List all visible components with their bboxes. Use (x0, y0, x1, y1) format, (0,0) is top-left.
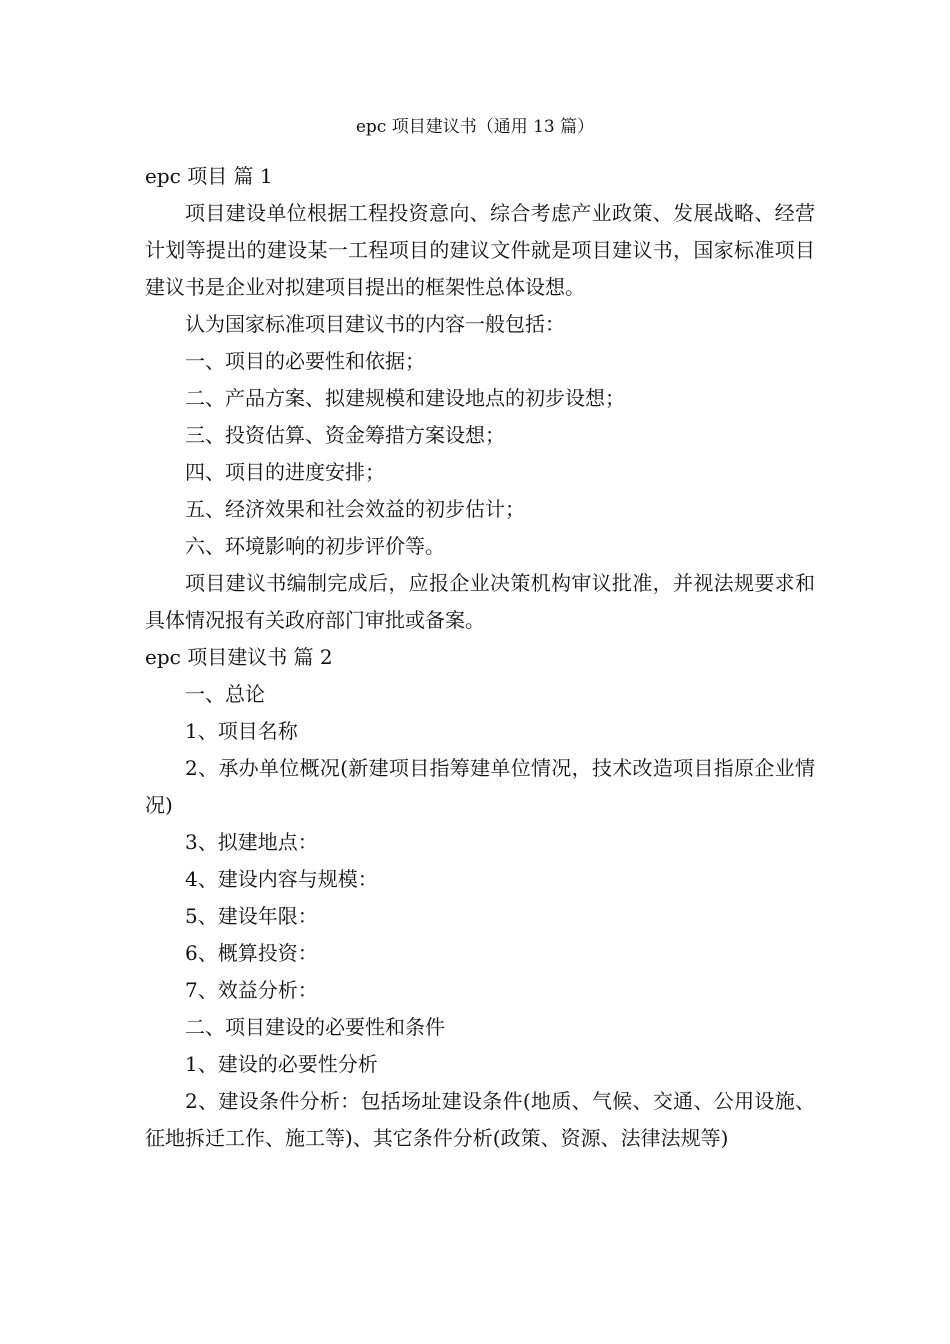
list-item: 六、环境影响的初步评价等。 (185, 534, 445, 558)
list-item: 二、产品方案、拟建规模和建设地点的初步设想； (185, 386, 625, 410)
list-item: 6、概算投资： (185, 941, 318, 965)
paragraph: 项目建议书编制完成后，应报企业决策机构审议批准，并视法规要求和具体情况报有关政府部门审批或备案。 (145, 571, 815, 632)
list-item: 4、建设内容与规模： (185, 867, 378, 891)
list-item: 三、投资估算、资金筹措方案设想； (185, 423, 505, 447)
list-item: 5、建设年限： (185, 904, 318, 928)
subsection-title: 二、项目建设的必要性和条件 (185, 1015, 445, 1039)
section-heading-2: epc 项目建议书 篇 2 (145, 645, 333, 669)
subsection-title: 一、总论 (185, 682, 265, 706)
paragraph: 认为国家标准项目建议书的内容一般包括： (185, 312, 565, 336)
list-item: 3、拟建地点： (185, 830, 318, 854)
paragraph: 项目建设单位根据工程投资意向、综合考虑产业政策、发展战略、经营计划等提出的建设某一工程项目的建议文件就是项目建议书，国家标准项目建议书是企业对拟建项目提出的框架性总体设想。 (145, 201, 815, 299)
list-item: 7、效益分析： (185, 978, 318, 1002)
list-item: 2、建设条件分析：包括场址建设条件(地质、气候、交通、公用设施、征地拆迁工作、施工等)、其它条件分析(政策、资源、法律法规等) (145, 1089, 815, 1150)
section-heading-1: epc 项目 篇 1 (145, 164, 273, 188)
document-body (145, 158, 815, 1157)
list-item: 1、项目名称 (185, 719, 298, 743)
list-item: 四、项目的进度安排； (185, 460, 385, 484)
list-item: 五、经济效果和社会效益的初步估计； (185, 497, 525, 521)
list-item: 一、项目的必要性和依据； (185, 349, 425, 373)
list-item: 2、承办单位概况(新建项目指筹建单位情况，技术改造项目指原企业情况) (145, 756, 815, 817)
list-item: 1、建设的必要性分析 (185, 1052, 378, 1076)
document-title: epc 项目建议书（通用 13 篇） (355, 117, 595, 137)
